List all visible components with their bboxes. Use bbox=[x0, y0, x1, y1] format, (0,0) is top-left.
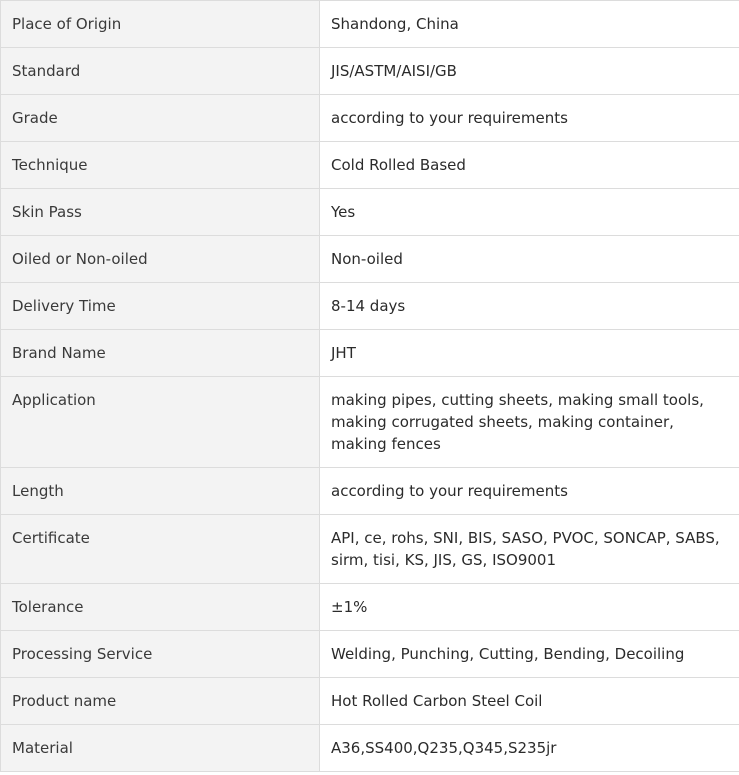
spec-row-tolerance bbox=[1, 584, 739, 631]
spec-value: Cold Rolled Based bbox=[320, 142, 739, 189]
spec-label: Brand Name bbox=[1, 330, 320, 377]
spec-label: Length bbox=[1, 468, 320, 515]
spec-value: Yes bbox=[320, 189, 739, 236]
spec-row-oiled bbox=[1, 236, 739, 283]
spec-value: making pipes, cutting sheets, making small tools, making corrugated sheets, making container, making fences bbox=[320, 377, 739, 468]
spec-row-application bbox=[1, 377, 739, 468]
spec-value: according to your requirements bbox=[320, 95, 739, 142]
spec-value: ±1% bbox=[320, 584, 739, 631]
spec-row-grade bbox=[1, 95, 739, 142]
spec-value: Hot Rolled Carbon Steel Coil bbox=[320, 678, 739, 725]
spec-label: Material bbox=[1, 725, 320, 772]
spec-value: A36,SS400,Q235,Q345,S235jr bbox=[320, 725, 739, 772]
spec-value: Non-oiled bbox=[320, 236, 739, 283]
spec-row-material bbox=[1, 725, 739, 772]
spec-label: Standard bbox=[1, 48, 320, 95]
spec-label: Certificate bbox=[1, 515, 320, 584]
spec-label: Application bbox=[1, 377, 320, 468]
spec-row-product-name bbox=[1, 678, 739, 725]
spec-value: JHT bbox=[320, 330, 739, 377]
spec-label: Technique bbox=[1, 142, 320, 189]
spec-row-processing-service bbox=[1, 631, 739, 678]
spec-value: JIS/ASTM/AISI/GB bbox=[320, 48, 739, 95]
spec-value: API, ce, rohs, SNI, BIS, SASO, PVOC, SONCAP, SABS, sirm, tisi, KS, JIS, GS, ISO9001 bbox=[320, 515, 739, 584]
spec-label: Delivery Time bbox=[1, 283, 320, 330]
spec-row-length bbox=[1, 468, 739, 515]
spec-value: Welding, Punching, Cutting, Bending, Decoiling bbox=[320, 631, 739, 678]
spec-label: Grade bbox=[1, 95, 320, 142]
spec-label: Processing Service bbox=[1, 631, 320, 678]
spec-row-technique bbox=[1, 142, 739, 189]
spec-row-skin-pass bbox=[1, 189, 739, 236]
spec-row-standard bbox=[1, 48, 739, 95]
spec-label: Place of Origin bbox=[1, 1, 320, 48]
spec-value: according to your requirements bbox=[320, 468, 739, 515]
spec-row-brand-name bbox=[1, 330, 739, 377]
spec-label: Product name bbox=[1, 678, 320, 725]
spec-value: Shandong, China bbox=[320, 1, 739, 48]
spec-label: Skin Pass bbox=[1, 189, 320, 236]
spec-row-delivery-time bbox=[1, 283, 739, 330]
spec-row-place-of-origin bbox=[1, 1, 739, 48]
spec-value: 8-14 days bbox=[320, 283, 739, 330]
spec-label: Oiled or Non-oiled bbox=[1, 236, 320, 283]
spec-label: Tolerance bbox=[1, 584, 320, 631]
spec-row-certificate bbox=[1, 515, 739, 584]
